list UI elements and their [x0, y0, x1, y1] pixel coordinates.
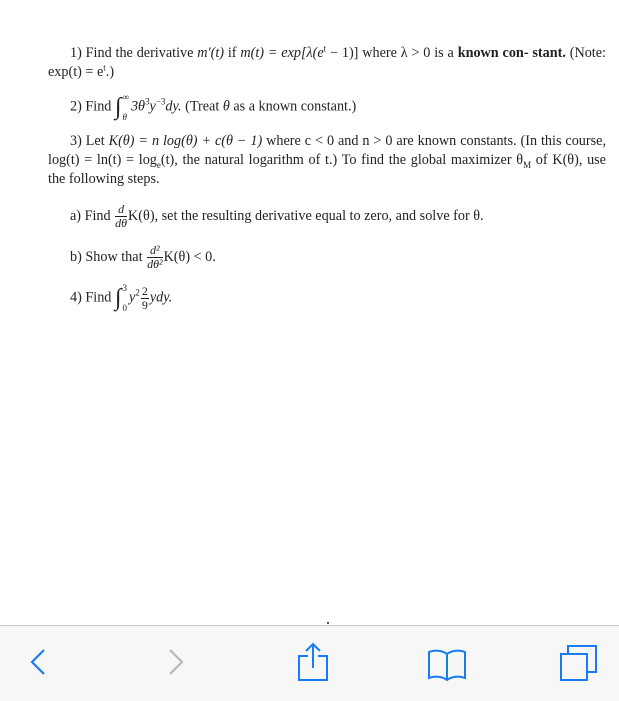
math: −3 [155, 96, 166, 107]
denominator: 9 [141, 297, 148, 312]
math: m(t) = exp[λ(e [240, 45, 324, 61]
back-icon [16, 640, 60, 684]
question-1 [48, 44, 606, 82]
math: e [156, 159, 161, 170]
math: t [323, 43, 327, 54]
math: y [149, 98, 156, 115]
question-4 [48, 283, 606, 313]
tabs-button[interactable] [556, 640, 600, 684]
text: K(θ), set the resulting derivative equal to zero, and solve for θ. [128, 207, 484, 224]
text: a) Find [70, 207, 115, 224]
question-3a [48, 203, 606, 230]
question-2 [48, 92, 606, 122]
upper-limit: 3 [122, 283, 128, 293]
denominator: dθ [115, 216, 128, 230]
document-content [48, 44, 606, 313]
text: K(θ) < 0. [163, 248, 216, 265]
text: 4) Find [70, 289, 115, 306]
math: 3θ [130, 98, 146, 115]
math: θ [222, 98, 230, 115]
text: if [224, 45, 241, 61]
math: 2 [135, 287, 140, 298]
integral-sign: ∫ ∞ θ [114, 92, 129, 122]
lower-limit: 0 [122, 303, 128, 313]
question-3 [48, 132, 606, 189]
tabs-icon [556, 640, 600, 684]
bookmarks-icon [425, 640, 469, 684]
denominator: dθ² [147, 257, 163, 271]
lower-limit: θ [122, 112, 127, 122]
math: M [523, 159, 532, 170]
text: (Note: exp(t) = e [48, 45, 606, 80]
text: as a known constant.) [229, 98, 357, 115]
browser-toolbar [0, 625, 619, 701]
forward-button[interactable] [154, 640, 198, 684]
text: where λ > 0 is a [358, 45, 458, 61]
math: t [103, 62, 106, 73]
numerator: d² [147, 244, 163, 258]
bold-text: stant. [532, 45, 566, 61]
fraction [147, 244, 163, 271]
bookmarks-button[interactable] [425, 640, 469, 684]
math: dy. [165, 98, 182, 115]
share-button[interactable] [291, 640, 335, 684]
fraction [115, 203, 127, 230]
integral-sign: ∫ 3 0 [114, 283, 128, 313]
text: (Treat [181, 98, 223, 115]
question-3b [48, 244, 606, 271]
math: − 1)] [326, 45, 359, 61]
share-icon [291, 640, 335, 684]
text: b) Show that [70, 248, 147, 265]
numerator: 2 [141, 283, 148, 298]
forward-icon [154, 640, 198, 684]
text: where c < 0 and n > 0 are known constants. (In this course, log(t) = ln(t) = log [48, 133, 606, 168]
upper-limit: ∞ [122, 92, 129, 102]
back-button[interactable] [16, 640, 60, 684]
bold-text: known con- [457, 45, 529, 61]
text: of K(θ), use the following steps. [48, 152, 606, 187]
numerator: d [115, 203, 127, 217]
text: 1) Find the derivative [70, 45, 198, 61]
math: ydy. [149, 289, 173, 306]
page-indicator [327, 622, 329, 624]
text: 3) Let [70, 133, 109, 149]
math: y [129, 289, 136, 306]
text: .) [105, 64, 115, 80]
math: 3 [145, 96, 150, 107]
text: 2) Find [70, 98, 115, 115]
text: (t), the natural logarithm of t.) To find the global maximizer θ [160, 152, 524, 168]
math: K(θ) = n log(θ) + c(θ − 1) [108, 133, 263, 149]
fraction [141, 285, 149, 312]
math: m′(t) [197, 45, 225, 61]
